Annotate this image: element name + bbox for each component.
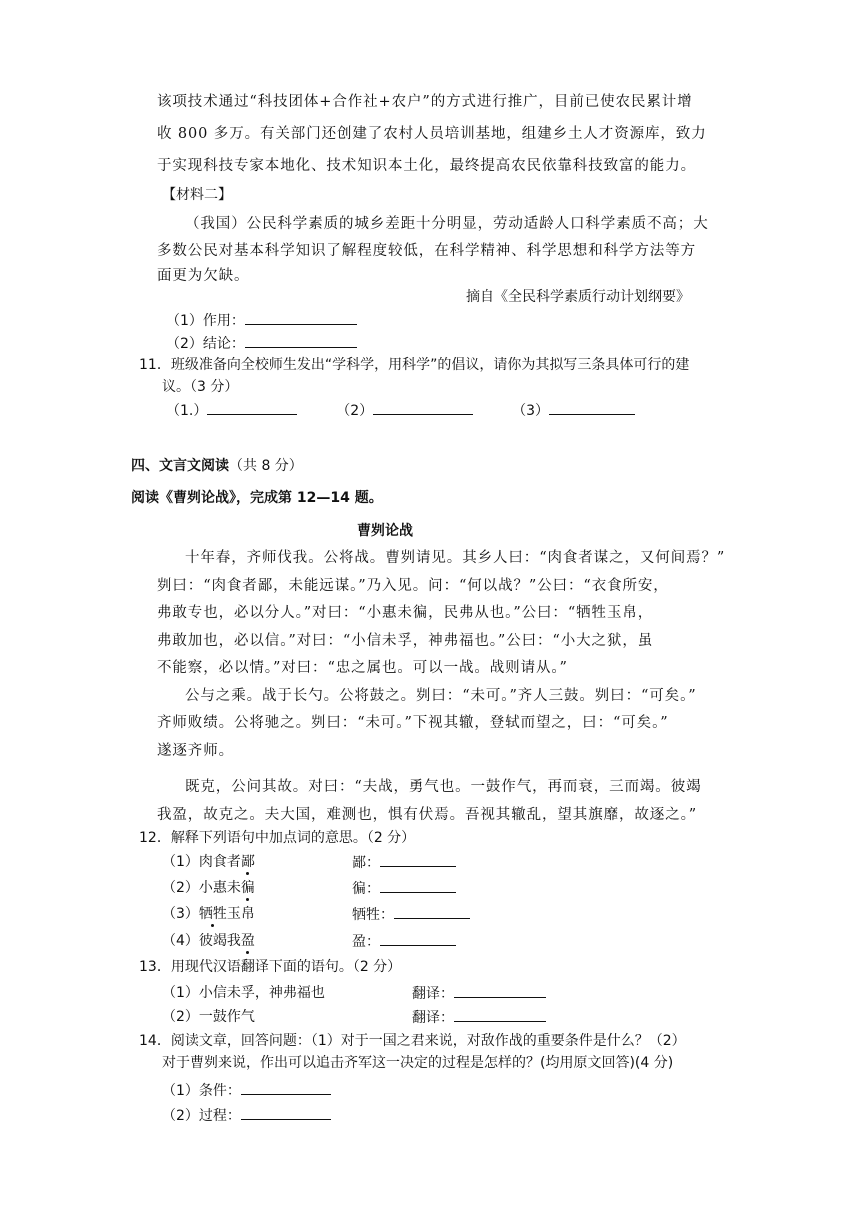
- q12-answer: [352, 904, 470, 925]
- q13-answer: [412, 1007, 546, 1028]
- q13-item: （1）小信未孚，神弗福也: [162, 985, 325, 1001]
- q12-answer: [352, 852, 456, 873]
- answer-blank[interactable]: [241, 1080, 331, 1095]
- q11-blank-1-label: （1.）: [166, 403, 208, 419]
- q11-stem: 11．班级准备向全校师生发出“学科学，用科学”的倡议，请你为其拟写三条具体可行的建: [139, 357, 690, 373]
- dotted-word: 徧: [240, 880, 255, 896]
- answer-blank[interactable]: [549, 400, 635, 415]
- dotted-word: 盈: [240, 933, 255, 949]
- q12-answer-label: 鄙：: [352, 855, 380, 871]
- q12-item-text: （2）小惠未: [162, 880, 241, 896]
- answer-blank[interactable]: [245, 333, 357, 348]
- passage-line: 公与之乘。战于长勺。公将鼓之。刿曰：“未可。”齐人三鼓。刿曰：“可矣。”: [185, 688, 697, 704]
- material-two-heading: 【材料二】: [162, 187, 232, 203]
- q13-answer-label: 翻译：: [412, 986, 454, 1002]
- q11-blank-2-label: （2）: [336, 403, 374, 419]
- q14-process-label: （2）过程：: [162, 1108, 241, 1124]
- q12-item-text: （1）肉食者: [162, 854, 241, 870]
- passage-title: 曹刿论战: [357, 523, 413, 539]
- q12-answer: [352, 878, 456, 899]
- q13-answer: [412, 983, 546, 1004]
- q12-stem: 12．解释下列语句中加点词的意思。（2 分）: [139, 830, 416, 846]
- q12-item: [162, 931, 255, 951]
- material-two-source: 摘自《全民科学素质行动计划纲要》: [466, 289, 690, 305]
- material-two-line: 多数公民对基本科学知识了解程度较低，在科学精神、科学思想和科学方法等方: [157, 243, 696, 259]
- dotted-word: 牺牲: [198, 906, 227, 922]
- q14-process: [162, 1105, 331, 1126]
- q13-stem: 13．用现代汉语翻译下面的语句。（2 分）: [139, 959, 402, 975]
- q14-stem-cont: 对于曹刿来说，作出可以追击齐军这一决定的过程是怎样的？(均用原文回答)(4 分): [162, 1055, 674, 1071]
- q12-answer-label: 盈：: [352, 934, 380, 950]
- q14-condition: [162, 1080, 331, 1101]
- material-two-line: 面更为欠缺。: [157, 268, 250, 284]
- passage-line: 十年春，齐师伐我。公将战。曹刿请见。其乡人曰：“肉食者谋之，又何间焉？”: [185, 550, 726, 566]
- answer-blank[interactable]: [380, 852, 456, 867]
- q14-stem: 14．阅读文章，回答问题：（1）对于一国之君来说，对敌作战的重要条件是什么？（2）: [139, 1033, 686, 1049]
- answer-blank[interactable]: [380, 931, 456, 946]
- q10-conclusion: [166, 333, 357, 354]
- answer-blank[interactable]: [380, 878, 456, 893]
- answer-blank[interactable]: [207, 400, 297, 415]
- q11-stem-cont: 议。（3 分）: [162, 379, 239, 395]
- passage-line: 弗敢专也，必以分人。”对曰：“小惠未徧，民弗从也。”公曰：“牺牲玉帛，: [157, 605, 654, 621]
- q12-item: [162, 878, 255, 898]
- q12-item-text: （4）彼竭我: [162, 933, 241, 949]
- passage-line: 遂逐齐师。: [157, 743, 234, 759]
- passage-line: 不能察，必以情。”对曰：“忠之属也。可以一战。战则请从。”: [157, 660, 568, 676]
- material-one-line: 收 800 多万。有关部门还创建了农村人员培训基地，组建乡土人才资源库，致力: [157, 126, 707, 142]
- answer-blank[interactable]: [454, 1007, 546, 1022]
- section-points: （共 8 分）: [229, 458, 303, 474]
- passage-line: 我盈，故克之。夫大国，难测也，惧有伏焉。吾视其辙乱，望其旗靡，故逐之。”: [157, 807, 698, 823]
- section-title: 四、文言文阅读: [131, 458, 229, 474]
- answer-blank[interactable]: [373, 400, 473, 415]
- q12-item-text: （3）: [162, 906, 199, 922]
- passage-line: 齐师败绩。公将驰之。刿曰：“未可。”下视其辙，登轼而望之，曰：“可矣。”: [157, 715, 669, 731]
- q11-blanks: [166, 400, 635, 421]
- answer-blank[interactable]: [394, 904, 470, 919]
- q12-answer: [352, 931, 456, 952]
- q12-answer-label: 徧：: [352, 881, 380, 897]
- q11-blank-3-label: （3）: [512, 403, 550, 419]
- q10-effect-label: （1）作用：: [166, 313, 245, 329]
- q13-item: （2）一鼓作气: [162, 1009, 255, 1025]
- q10-conclusion-label: （2）结论：: [166, 336, 245, 352]
- q12-item: [162, 852, 255, 872]
- passage-line: 既克，公问其故。对曰：“夫战，勇气也。一鼓作气，再而衰，三而竭。彼竭: [185, 779, 702, 795]
- q12-item-text: 玉帛: [226, 906, 255, 922]
- passage-line: 刿曰：“肉食者鄙，未能远谋。”乃入见。问：“何以战？”公曰：“衣食所安，: [157, 578, 669, 594]
- answer-blank[interactable]: [241, 1105, 331, 1120]
- q10-effect: [166, 310, 357, 331]
- passage-line: 弗敢加也，必以信。”对曰：“小信未孚，神弗福也。”公曰：“小大之狱，虽: [157, 633, 654, 649]
- q12-answer-label: 牺牲：: [352, 907, 394, 923]
- section-heading: [131, 456, 303, 476]
- material-two-line: （我国）公民科学素质的城乡差距十分明显，劳动适龄人口科学素质不高；大: [185, 216, 709, 232]
- q12-item: [162, 904, 255, 924]
- answer-blank[interactable]: [454, 983, 546, 998]
- dotted-word: 鄙: [240, 854, 255, 870]
- q14-condition-label: （1）条件：: [162, 1083, 241, 1099]
- material-one-line: 该项技术通过“科技团体+合作社+农户”的方式进行推广，目前已使农民累计增: [157, 94, 693, 110]
- material-one-line: 于实现科技专家本地化、技术知识本土化，最终提高农民依靠科技致富的能力。: [157, 158, 696, 174]
- reading-instruction: 阅读《曹刿论战》，完成第 12—14 题。: [131, 490, 383, 506]
- answer-blank[interactable]: [245, 310, 357, 325]
- q13-answer-label: 翻译：: [412, 1010, 454, 1026]
